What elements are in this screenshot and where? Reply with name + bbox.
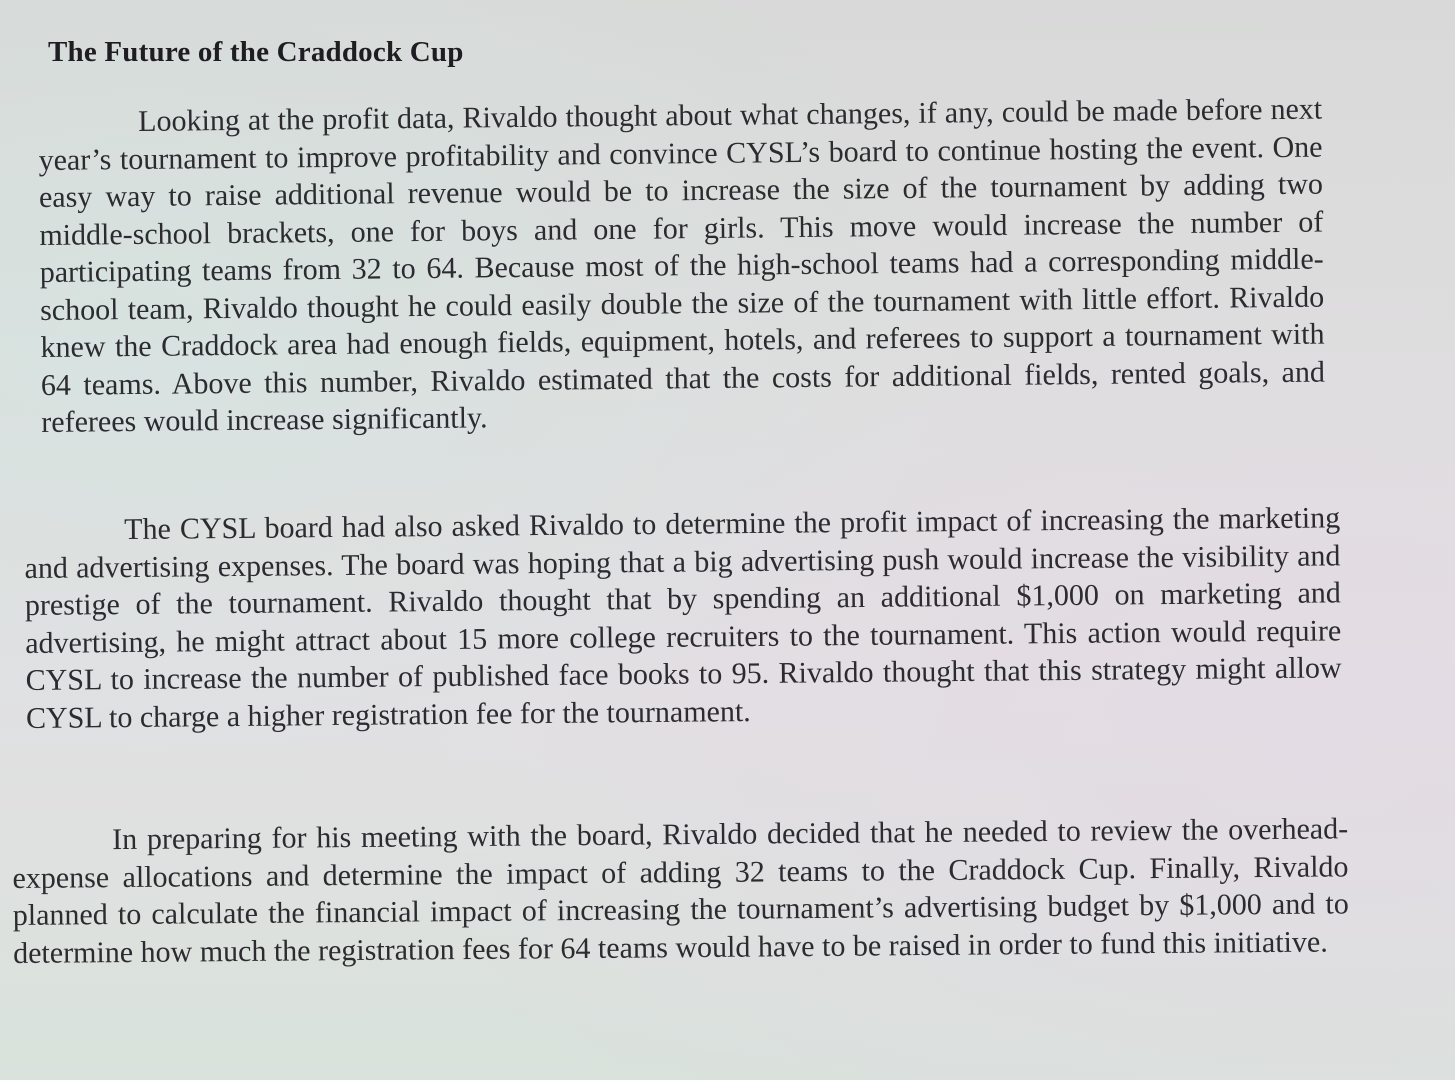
paragraph-1: Looking at the profit data, Rivaldo thought about what changes, if any, could be made before next year’s tournament to improve profitability and convince CYSL’s board to continue hosting the event. One easy way to raise additional revenue would be to increase the size of the tournament by adding two middle-school brackets, one for boys and one for girls. This move would increase the number of participating teams from 32 to 64. Because most of the high-school teams had a corresponding middle-school team, Rivaldo thought he could easily double the size of the tournament with little effort. Rivaldo knew the Craddock area had enough fields, equipment, hotels, and referees to support a tournament with 64 teams. Above this number, Rivaldo estimated that the costs for additional fields, rented goals, and referees would increase significantly. [38, 92, 1326, 439]
document-title: The Future of the Craddock Cup [48, 36, 464, 68]
paragraph-3: In preparing for his meeting with the board, Rivaldo decided that he needed to review the overhead-expense allocations and determine the impact of adding 32 teams to the Craddock Cup. Finally, Rivaldo planned to calculate the financial impact of increasing the tournament’s advertising budget by $1,000 and to determine how much the registration fees for 64 teams would have to be raised in order to fund this initiative. [12, 812, 1349, 970]
paragraph-2: The CYSL board had also asked Rivaldo to determine the profit impact of increasing the marketing and advertising expenses. The board was hoping that a big advertising push would increase the visibility and prestige of the tournament. Rivaldo thought that by spending an additional $1,000 on marketing and advertising, he might attract about 15 more college recruiters to the tournament. This action would require CYSL to increase the number of published face books to 95. Rivaldo thought that this strategy might allow CYSL to charge a higher registration fee for the tournament. [24, 501, 1342, 735]
